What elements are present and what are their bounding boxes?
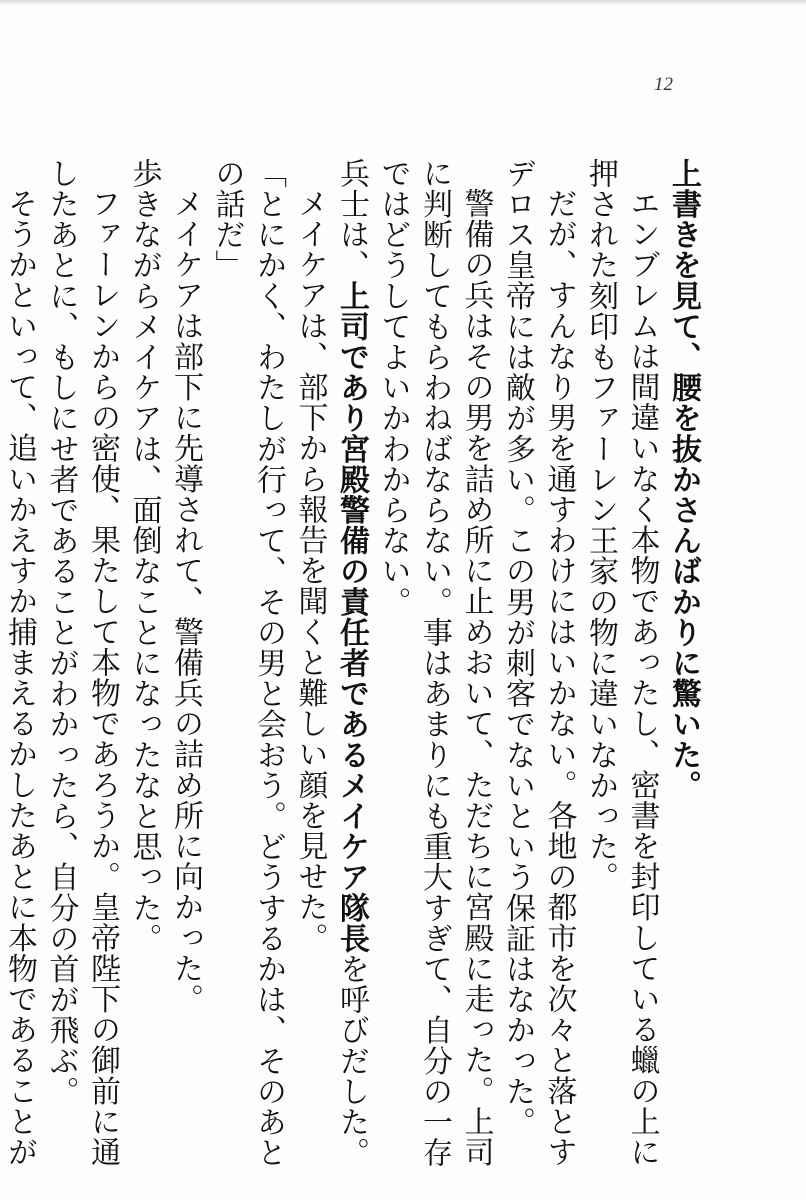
paragraph [123,158,165,1168]
paragraph [206,158,289,1168]
paragraph [497,158,580,1168]
text-segment: メイケアは、部下から報告を聞くと難しい顔を見せた。 [292,188,328,953]
paragraph [40,158,123,1168]
page-edge-shadow [0,0,806,6]
text-segment: メイケアは部下に先導されて、警備兵の詰め所に向かった。 [168,188,203,1015]
paragraph [663,158,705,1168]
vertical-body-text [2,158,704,1168]
text-segment: 「とにかく、わたしが行って、その男と会おう。どうするかは、そのあとの話だ」 [209,158,286,1168]
text-segment: 歩きながらメイケアは、面倒なことになったなと思った。 [126,158,162,954]
text-segment: だが、すんなり男を通すわけにはいかない。各地の都市を次々と落とすデロス皇帝には敵が多い。この男が刺客でないという保証はなかった。 [500,158,577,1168]
text-segment: エンブレムは間違いなく本物であったし、密書を封印している蠟の上に押された刻印もファーレン王家の物に違いなかった。 [583,158,660,1168]
bold-text-segment: 上書きを見て、腰を抜かさんばかりに驚いた。 [666,158,701,801]
paragraph [289,158,331,1168]
text-segment: ファーレンからの密使、果たして本物であろうか。皇帝陛下の御前に通したあとに、もしにせ者であることがわかったら、自分の首が飛ぶ。 [43,158,120,1168]
text-segment: そうかといって、追いかえすか捕まえるかしたあとに本物であることが [2,188,37,1168]
paragraph [331,158,373,1168]
text-segment: 兵士は、 [334,158,369,281]
paragraph [0,158,40,1168]
text-segment: 警備の兵はその男を詰め所に止めおいて、ただちに宮殿に走った。上司に判断してもらわねばならない。事はあまりにも重大すぎて、自分の一存ではどうしてよいかわからない。 [375,158,494,1168]
text-segment: を呼びだした。 [334,953,369,1168]
page-number: 12 [654,74,673,95]
bold-text-segment: 上司であり宮殿警備の責任者であるメイケア隊長 [334,280,369,954]
paragraph [372,158,497,1168]
paragraph [580,158,663,1168]
paragraph [165,158,207,1168]
